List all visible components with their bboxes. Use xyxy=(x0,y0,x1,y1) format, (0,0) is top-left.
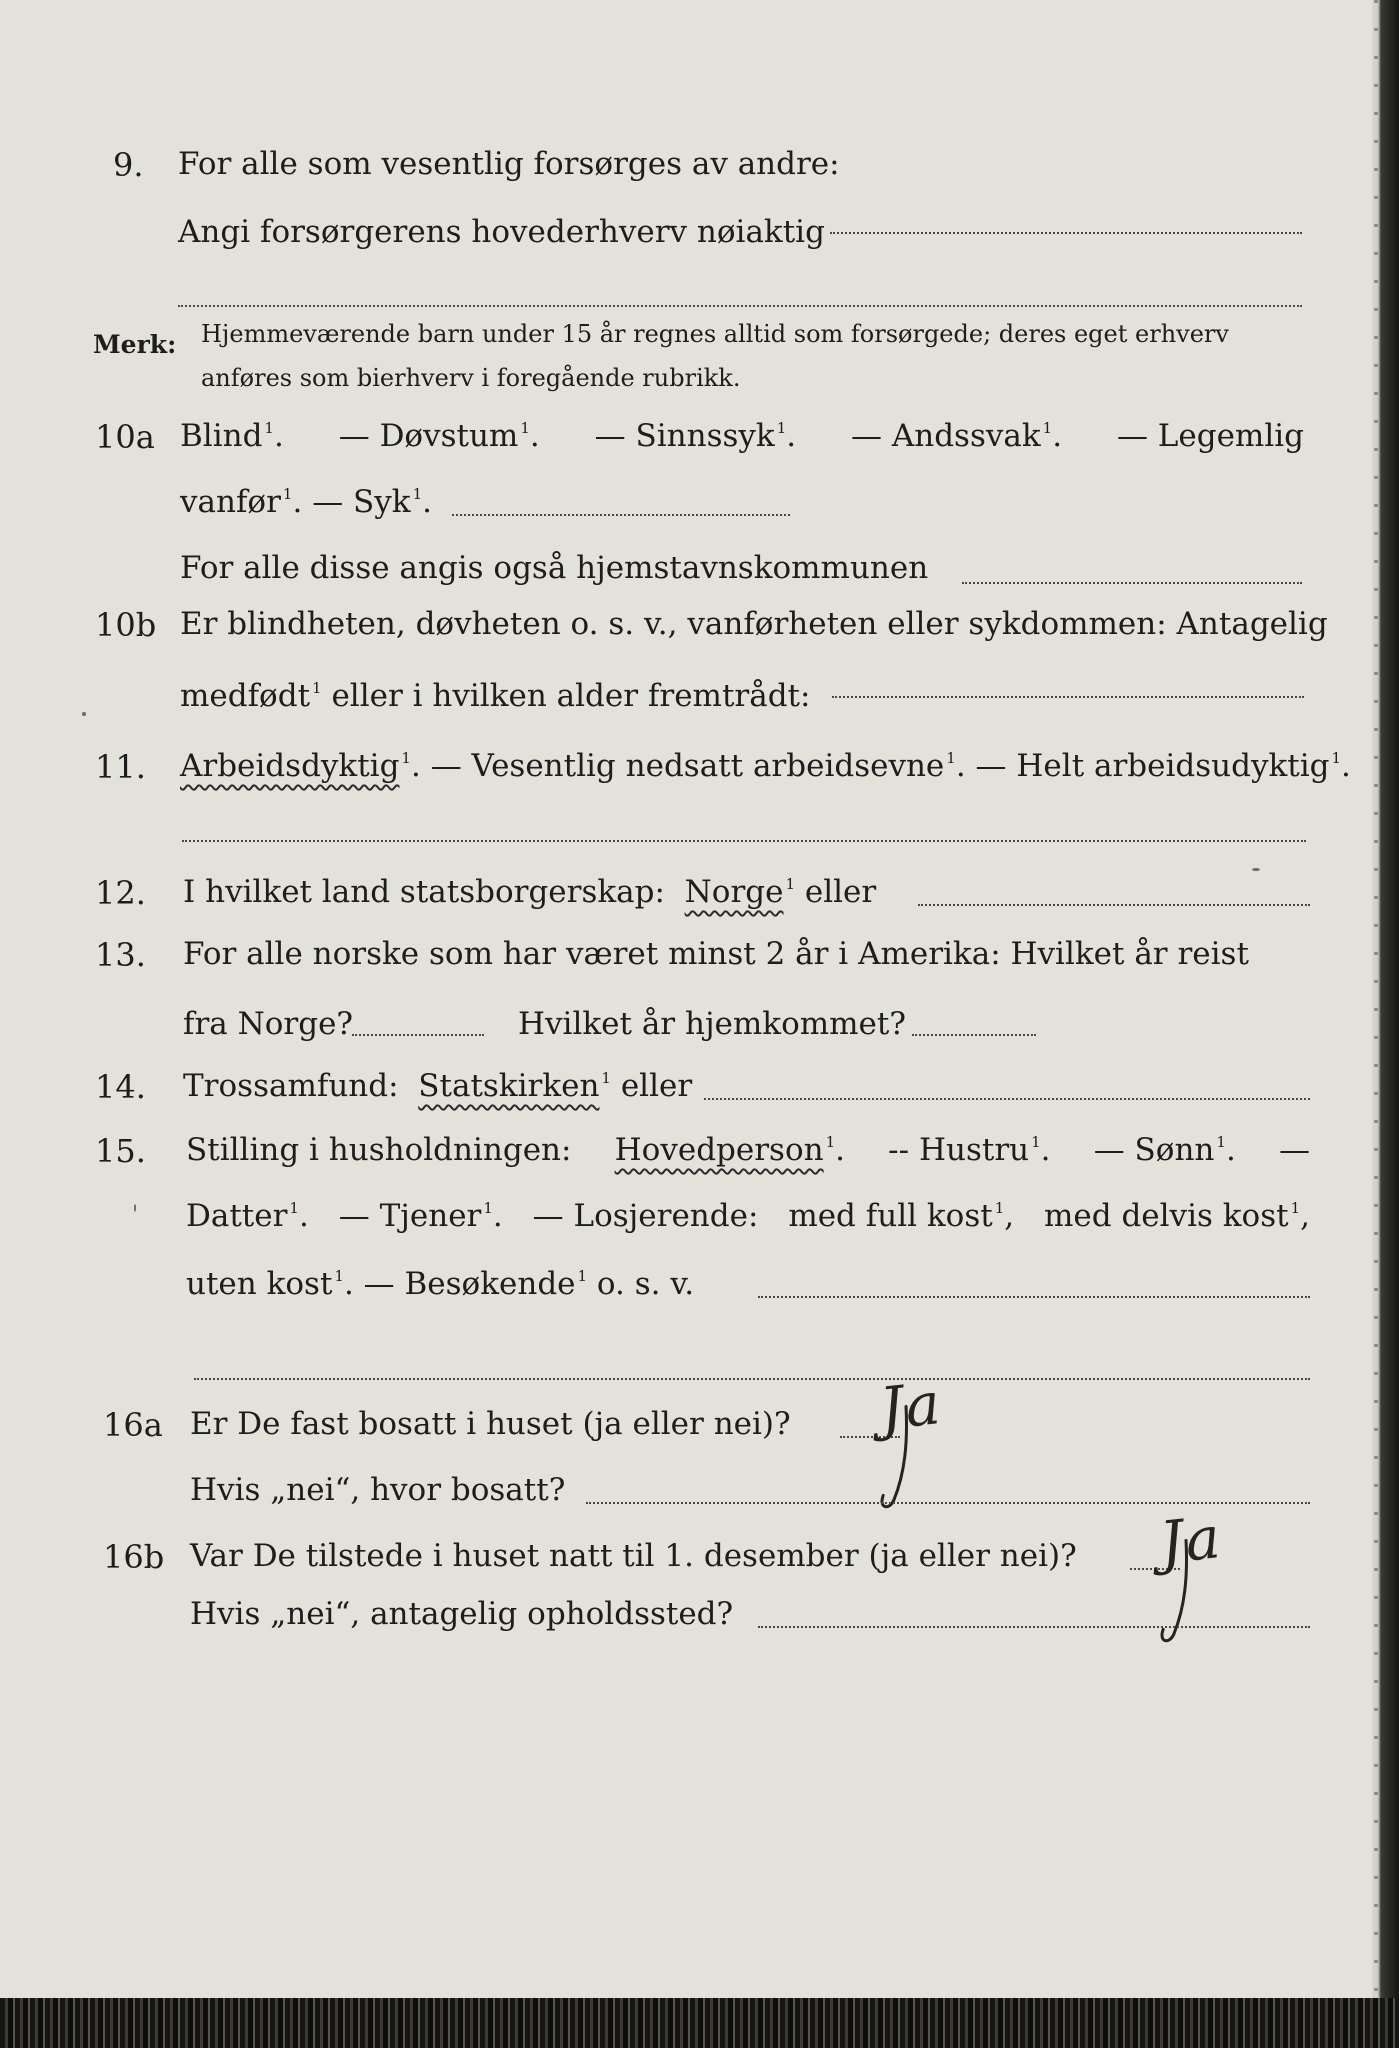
option-norge[interactable]: Norge xyxy=(684,874,784,910)
question-text: Angi forsørgerens hovederhverv nøiaktig xyxy=(178,214,825,250)
option-udyktig[interactable]: — Helt arbeidsudyktig xyxy=(975,748,1330,784)
question-text: Var De tilstede i huset natt til 1. desember (ja eller nei)? xyxy=(190,1538,1077,1574)
option-andssvak[interactable]: — Andssvak $^1$. xyxy=(851,418,1063,454)
option-besokende[interactable]: — Besøkende $^1$ xyxy=(363,1266,588,1302)
paper-speck xyxy=(134,1204,136,1212)
question-number: 10b xyxy=(95,606,157,644)
question-text: For alle disse angis også hjemstavnskommunen xyxy=(180,550,929,586)
answer-line[interactable] xyxy=(918,904,1310,906)
option-full-kost[interactable]: med full kost $^1$, xyxy=(788,1198,1015,1234)
household-options: uten kost $^1$. — Besøkende $^1$ o. s. v. xyxy=(186,1266,695,1302)
option-nedsatt[interactable]: — Vesentlig nedsatt arbeidsevne xyxy=(430,748,945,784)
option-vanfor-syk[interactable]: vanfør $^1$. — Syk $^1$. xyxy=(180,484,432,520)
question-text: Hvis „nei“, hvor bosatt? xyxy=(190,1472,566,1508)
option-hovedperson[interactable]: Hovedperson xyxy=(614,1132,824,1168)
option-tjener[interactable]: — Tjener $^1$. xyxy=(338,1198,503,1234)
question-number: 10a xyxy=(95,418,155,456)
option-datter[interactable]: Datter $^1$. xyxy=(186,1198,309,1234)
question-text: Hvilket år hjemkommet? xyxy=(518,1006,906,1042)
handwritten-answer-16b: Ja xyxy=(1157,1503,1226,1577)
answer-line[interactable] xyxy=(832,696,1304,698)
answer-line[interactable] xyxy=(704,1098,1310,1100)
option-uten-kost[interactable]: uten kost $^1$. xyxy=(186,1266,354,1302)
page-edge xyxy=(1372,0,1399,2048)
option-legemlig[interactable]: — Legemlig xyxy=(1116,418,1304,454)
question-number: 12. xyxy=(95,874,146,912)
answer-line[interactable] xyxy=(182,840,1306,842)
handwritten-answer-16a: Ja xyxy=(877,1369,946,1443)
answer-line[interactable] xyxy=(452,514,790,516)
question-text: For alle norske som har været minst 2 år i Amerika: Hvilket år reist xyxy=(183,936,1249,972)
answer-line[interactable] xyxy=(962,582,1302,584)
work-ability-options: Arbeidsdyktig $^1$. — Vesentlig nedsatt arbeidsevne $^1$. — Helt arbeidsudyktig $^1$. xyxy=(180,748,1351,784)
question-number: 13. xyxy=(95,936,146,974)
scan-border xyxy=(0,1998,1399,2048)
pen-stroke-icon xyxy=(866,1398,957,1516)
question-text: Trossamfund: Statskirken $^1$ eller xyxy=(183,1068,693,1104)
question-number: 9. xyxy=(113,146,144,184)
question-number: 15. xyxy=(95,1132,146,1170)
option-sinnssyk[interactable]: — Sinnssyk $^1$. xyxy=(594,418,797,454)
question-text: I hvilket land statsborgerskap: Norge $^1$ eller xyxy=(183,874,877,910)
option-statskirken[interactable]: Statskirken xyxy=(418,1068,600,1104)
question-text: fra Norge? xyxy=(183,1006,354,1042)
disability-options xyxy=(180,418,1304,454)
question-text: medfødt $^1$ eller i hvilken alder fremtrådt: xyxy=(180,678,811,714)
option-delvis-kost[interactable]: med delvis kost $^1$, xyxy=(1044,1198,1310,1234)
note-text: anføres som bierhverv i foregående rubrikk. xyxy=(201,364,741,392)
question-text: Er blindheten, døvheten o. s. v., vanførheten eller sykdommen: Antagelig xyxy=(180,606,1328,642)
note-text: Hjemmeværende barn under 15 år regnes alltid som forsørgede; deres eget erhverv xyxy=(201,320,1229,348)
answer-line[interactable] xyxy=(194,1378,1310,1380)
option-dovstum[interactable]: — Døvstum $^1$. xyxy=(338,418,540,454)
question-number: 14. xyxy=(95,1068,146,1106)
question-number: 11. xyxy=(95,748,146,786)
option-hustru[interactable]: -- Hustru $^1$. xyxy=(888,1132,1051,1168)
household-options: Stilling i husholdningen: Hovedperson $^1$. -- Hustru $^1$. — Sønn $^1$. — xyxy=(186,1132,1310,1168)
question-number: 16b xyxy=(103,1538,165,1576)
paper-speck xyxy=(1252,868,1260,871)
question-text: Er De fast bosatt i huset (ja eller nei)? xyxy=(190,1406,791,1442)
question-number: 16a xyxy=(103,1406,163,1444)
question-text: Hvis „nei“, antagelig opholdssted? xyxy=(190,1596,734,1632)
question-text: For alle som vesentlig forsørges av andre: xyxy=(178,146,840,182)
answer-line[interactable] xyxy=(352,1034,484,1036)
household-options: Datter $^1$. — Tjener $^1$. — Losjerende: med full kost $^1$, med delvis kost $^1$, xyxy=(186,1198,1310,1234)
answer-line[interactable] xyxy=(758,1626,1310,1628)
note-label: Merk: xyxy=(93,330,177,359)
paper-speck xyxy=(82,712,86,716)
answer-line[interactable] xyxy=(758,1296,1310,1298)
option-arbeidsdyktig[interactable]: Arbeidsdyktig xyxy=(180,748,400,784)
option-sonn[interactable]: — Sønn $^1$. xyxy=(1093,1132,1236,1168)
option-blind[interactable]: Blind $^1$. xyxy=(180,418,284,454)
answer-line[interactable] xyxy=(912,1034,1036,1036)
answer-line[interactable] xyxy=(830,232,1302,234)
pen-stroke-icon xyxy=(1146,1532,1237,1650)
answer-line[interactable] xyxy=(178,305,1302,307)
